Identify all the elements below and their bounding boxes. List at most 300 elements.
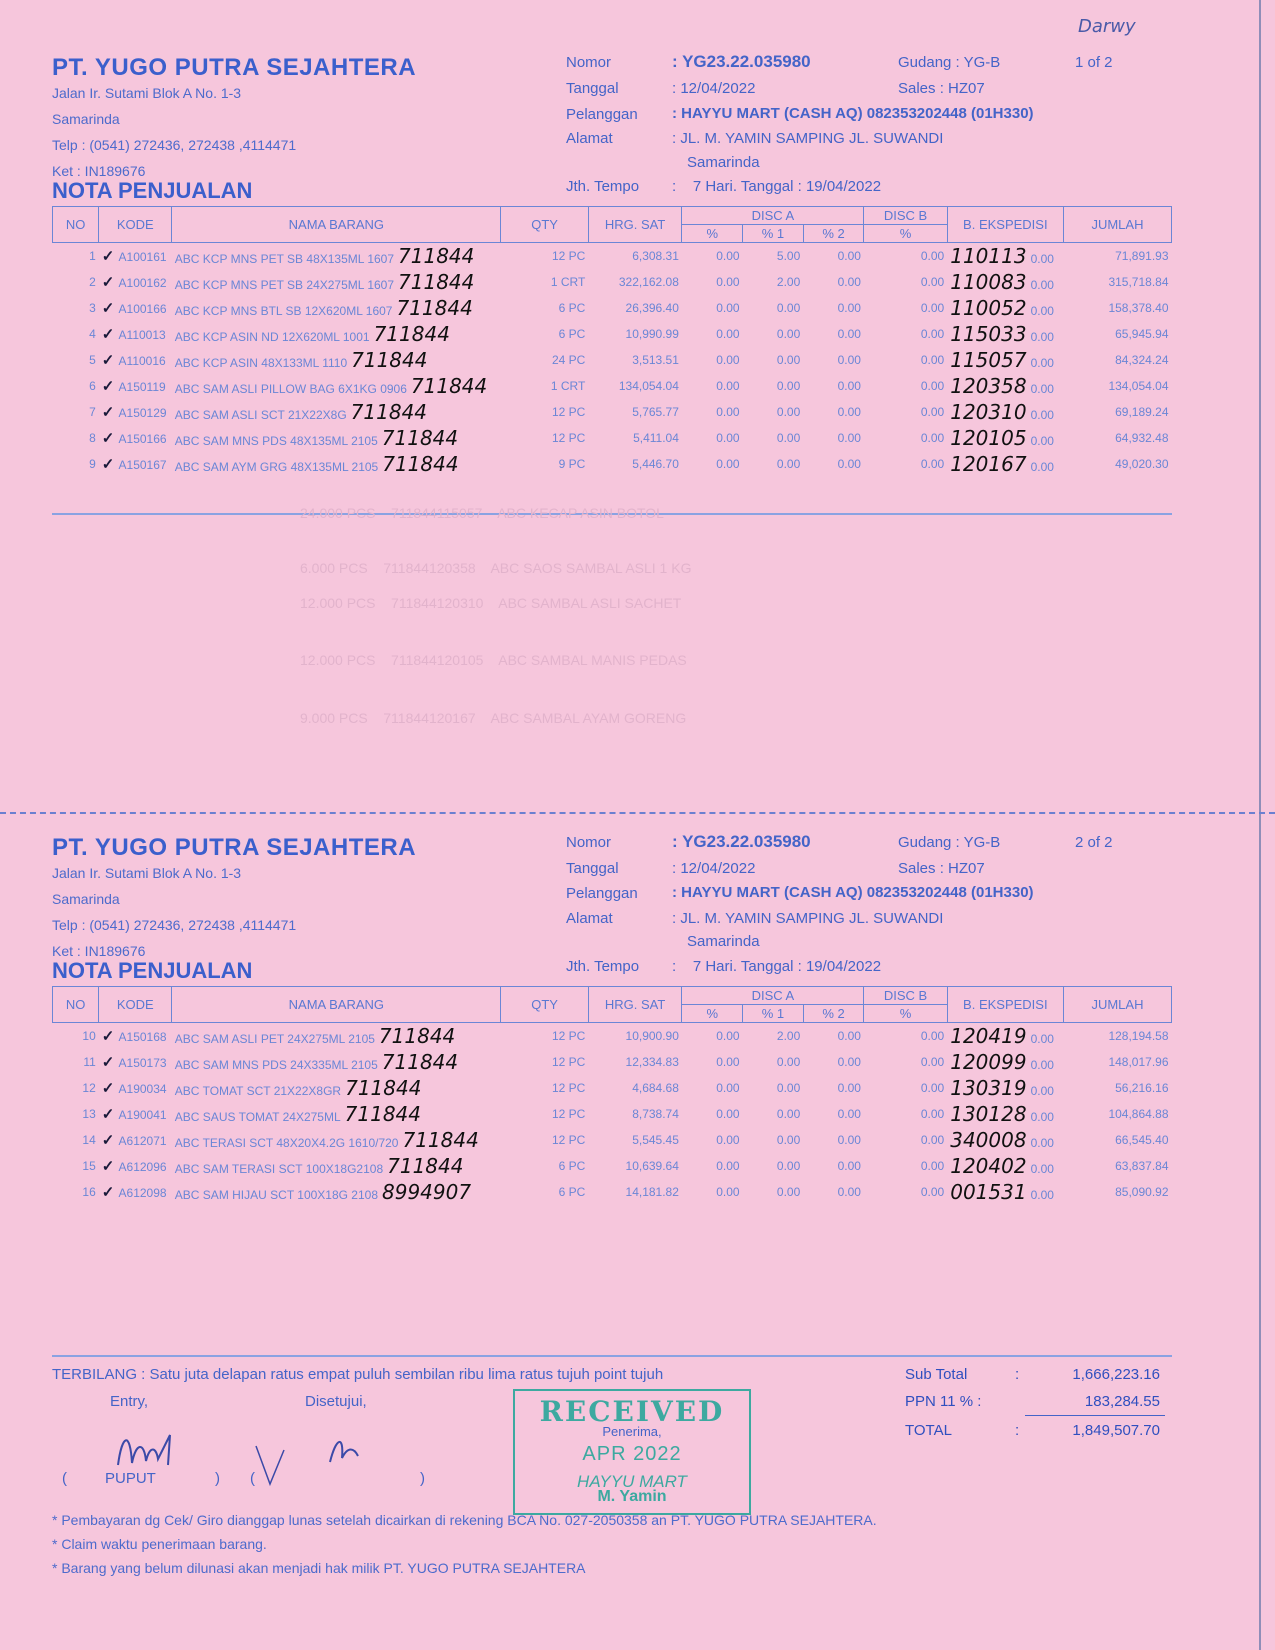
- cell-hrg: 8,738.74: [632, 1107, 679, 1121]
- bleed-through-text: 6.000 PCS 711844120358 ABC SAOS SAMBAL ASLI 1 KG: [300, 560, 692, 576]
- cell-jumlah: 134,054.04: [1108, 379, 1169, 393]
- terbilang: TERBILANG : Satu juta delapan ratus empat puluh sembilan ribu lima ratus tujuh point tujuh: [52, 1366, 664, 1383]
- cell-disc-a-pct2: 0.00: [837, 301, 861, 315]
- th-pct2: % 2: [803, 1005, 864, 1023]
- cell-no: 16: [82, 1185, 96, 1199]
- company-name: PT. YUGO PUTRA SEJAHTERA: [52, 834, 417, 861]
- check-mark-icon: ✓: [101, 274, 119, 291]
- cell-jumlah: 85,090.92: [1115, 1185, 1169, 1199]
- handwritten-code-right: 120358: [950, 374, 1027, 398]
- disc-b-text: 0.00: [920, 1081, 945, 1095]
- cell-kode: [99, 1075, 172, 1101]
- cell-disc-b: [864, 1049, 947, 1075]
- cell-disc-b: [864, 1153, 947, 1179]
- cell-kode: [99, 295, 172, 321]
- cell-qty: 9 PC: [558, 457, 586, 471]
- nama-text: ABC SAM HIJAU SCT 100X18G 2108: [174, 1188, 378, 1202]
- cell-disc-a-pct2: 0.00: [837, 1029, 861, 1043]
- cell-disc-a-pct1: 0.00: [776, 301, 801, 315]
- cell-disc-b: [864, 1101, 947, 1127]
- penerima-label: Penerima,: [602, 1424, 662, 1439]
- pelanggan-value: : HAYYU MART (CASH AQ) 082353202448 (01H330): [672, 105, 1034, 122]
- table-row: [53, 1023, 1172, 1050]
- gudang: Gudang : YG-B: [898, 54, 1001, 71]
- nama-text: ABC SAM AYM GRG 48X135ML 2105: [174, 460, 379, 474]
- check-mark-icon: ✓: [101, 326, 119, 343]
- table-row: [53, 451, 1172, 477]
- cell-hrg: 5,446.70: [632, 457, 679, 471]
- kode-text: A100162: [118, 276, 167, 290]
- nama-text: ABC KCP ASIN ND 12X620ML 1001: [174, 330, 370, 344]
- cell-disc-a-pct1: 0.00: [776, 457, 801, 471]
- cell-disc-a-pct2: 0.00: [837, 1159, 861, 1173]
- kode-text: A190041: [118, 1108, 167, 1122]
- th-ekspedisi: B. EKSPEDISI: [947, 987, 1063, 1023]
- check-mark-icon: ✓: [101, 456, 119, 473]
- note-payment: * Pembayaran dg Cek/ Giro dianggap lunas setelah dicairkan di rekening BCA No. 027-2050358 an PT. YUGO PUTRA SEJAHTERA.: [52, 1512, 877, 1528]
- cell-nama: [172, 1101, 501, 1127]
- cell-disc-a-pct: 0.00: [716, 1055, 740, 1069]
- cell-disc-a-pct: 0.00: [716, 1185, 740, 1199]
- th-no: NO: [53, 207, 99, 243]
- handwritten-code: 711844: [373, 322, 450, 346]
- cell-no: 4: [89, 327, 96, 341]
- tempo-text: 7 Hari. Tanggal : 19/04/2022: [692, 958, 882, 975]
- cell-no: 3: [89, 301, 96, 315]
- cell-qty: 1 CRT: [550, 275, 586, 289]
- cell-disc-a-pct: 0.00: [716, 249, 740, 263]
- cell-kode: [99, 269, 172, 295]
- cell-qty: 12 PC: [551, 1029, 586, 1043]
- items-body-page-2: [53, 1023, 1172, 1206]
- nama-text: ABC KCP MNS PET SB 24X275ML 1607: [174, 278, 395, 292]
- company-name: PT. YUGO PUTRA SEJAHTERA: [52, 54, 417, 81]
- cell-disc-b: [864, 1075, 947, 1101]
- cell-no: 6: [89, 379, 96, 393]
- cell-disc-a-pct2: 0.00: [837, 1081, 861, 1095]
- nama-text: ABC SAM MNS PDS 24X335ML 2105: [174, 1058, 378, 1072]
- cell-kode: [99, 1101, 172, 1127]
- paren-close: ): [215, 1470, 220, 1487]
- nama-text: ABC KCP MNS PET SB 48X135ML 1607: [174, 252, 395, 266]
- disc-b-text: 0.00: [920, 1055, 945, 1069]
- kode-text: A150173: [118, 1056, 167, 1070]
- tanggal-text: 12/04/2022: [680, 860, 756, 877]
- ket-line: Ket : IN189676: [52, 943, 146, 959]
- handwritten-code: 8994907: [382, 1180, 472, 1204]
- cell-hrg: 6,308.31: [632, 249, 679, 263]
- cell-nama: [172, 1049, 501, 1075]
- cell-disc-a-pct2: 0.00: [837, 249, 861, 263]
- th-hrg: HRG. SAT: [588, 207, 682, 243]
- cell-ekspedisi: [947, 1179, 1063, 1205]
- cell-ekspedisi: [947, 1101, 1063, 1127]
- handwritten-code: 711844: [402, 1128, 479, 1152]
- cell-disc-a-pct2: 0.00: [837, 457, 861, 471]
- address-city: Samarinda: [52, 891, 120, 907]
- bleed-through-text: 24.000 PCS 711844115057 ABC KECAP ASIN BOTOL: [300, 505, 664, 521]
- nama-text: ABC TOMAT SCT 21X22X8GR: [174, 1084, 342, 1098]
- handwritten-code: 711844: [351, 348, 428, 372]
- handwritten-code-right: 110083: [950, 270, 1027, 294]
- disc-b-text: 0.00: [920, 1133, 945, 1147]
- handwritten-code-right: 110113: [950, 244, 1027, 268]
- ekspedisi-text: 0.00: [1030, 1162, 1054, 1176]
- cell-disc-a-pct1: 0.00: [776, 1081, 801, 1095]
- page-number: 1 of 2: [1075, 54, 1113, 71]
- cell-no: 8: [89, 431, 96, 445]
- entry-label: Entry,: [110, 1393, 149, 1410]
- cell-kode: [99, 399, 172, 425]
- kode-text: A150168: [118, 1030, 167, 1044]
- cell-kode: [99, 1179, 172, 1205]
- th-jumlah: JUMLAH: [1063, 987, 1171, 1023]
- ekspedisi-text: 0.00: [1030, 460, 1054, 474]
- th-disc-a: DISC A: [682, 207, 864, 225]
- table-row: [53, 1153, 1172, 1179]
- cell-hrg: 5,765.77: [632, 405, 679, 419]
- th-no: NO: [53, 987, 99, 1023]
- nomor-label: Nomor: [566, 834, 612, 851]
- cell-disc-a-pct1: 5.00: [776, 249, 801, 263]
- disc-b-text: 0.00: [920, 301, 945, 315]
- items-body-page-1: [53, 243, 1172, 478]
- table-row: [53, 425, 1172, 451]
- cell-disc-a-pct: 0.00: [716, 1159, 740, 1173]
- total-rule: [1025, 1415, 1165, 1416]
- nomor-text: YG23.22.035980: [682, 52, 811, 71]
- cell-ekspedisi: [947, 347, 1063, 373]
- nama-text: ABC SAM TERASI SCT 100X18G2108: [174, 1162, 384, 1176]
- ekspedisi-text: 0.00: [1030, 434, 1054, 448]
- cell-no: 10: [82, 1029, 96, 1043]
- cell-ekspedisi: [947, 1023, 1063, 1050]
- cell-disc-a-pct2: 0.00: [837, 431, 861, 445]
- bleed-through-text: 12.000 PCS 711844120105 ABC SAMBAL MANIS PEDAS: [300, 652, 687, 668]
- tanggal-value: : 12/04/2022: [672, 80, 756, 97]
- handwritten-code: 711844: [387, 1154, 464, 1178]
- handwritten-code-right: 120419: [950, 1024, 1027, 1048]
- pelanggan-value: : HAYYU MART (CASH AQ) 082353202448 (01H330): [672, 884, 1034, 901]
- th-kode: KODE: [99, 207, 172, 243]
- kode-text: A110016: [118, 354, 166, 368]
- stamp-store: HAYYU MART: [577, 1472, 687, 1491]
- nama-text: ABC SAM MNS PDS 48X135ML 2105: [174, 434, 378, 448]
- alamat-value: : JL. M. YAMIN SAMPING JL. SUWANDI: [672, 910, 944, 927]
- cell-no: 12: [82, 1081, 96, 1095]
- nomor-text: YG23.22.035980: [682, 832, 811, 851]
- cell-disc-a-pct2: 0.00: [837, 353, 861, 367]
- pelanggan-label: Pelanggan: [566, 885, 638, 902]
- cell-disc-a-pct: 0.00: [716, 1081, 740, 1095]
- handwritten-code: 711844: [344, 1102, 422, 1126]
- handwritten-code-right: 120099: [950, 1050, 1027, 1074]
- cell-ekspedisi: [947, 399, 1063, 425]
- cell-disc-a-pct2: 0.00: [837, 405, 861, 419]
- cell-disc-a-pct2: 0.00: [837, 1185, 861, 1199]
- check-mark-icon: ✓: [101, 1028, 119, 1045]
- handwritten-code-right: 120167: [950, 452, 1027, 476]
- disc-b-text: 0.00: [920, 1159, 945, 1173]
- handwritten-code: 711844: [381, 1050, 459, 1074]
- cell-jumlah: 84,324.24: [1115, 353, 1169, 367]
- cell-qty: 12 PC: [551, 249, 586, 263]
- tanggal-text: 12/04/2022: [680, 80, 756, 97]
- th-pct: %: [682, 225, 743, 243]
- cell-disc-a-pct2: 0.00: [837, 327, 861, 341]
- paren-open: (: [250, 1470, 255, 1487]
- handwritten-code: 711844: [350, 400, 428, 424]
- stamp-date: APR 2022: [582, 1443, 682, 1465]
- cell-disc-a-pct1: 0.00: [776, 379, 801, 393]
- approval-signature: [320, 1428, 370, 1468]
- handwritten-code: 711844: [410, 374, 488, 398]
- cell-no: 15: [82, 1159, 96, 1173]
- cell-qty: 12 PC: [551, 1133, 586, 1147]
- cell-hrg: 4,684.68: [632, 1081, 679, 1095]
- check-mark-icon: ✓: [101, 1054, 119, 1071]
- nama-text: ABC SAM ASLI PILLOW BAG 6X1KG 0906: [174, 382, 407, 396]
- nama-text: ABC KCP MNS BTL SB 12X620ML 1607: [174, 304, 393, 318]
- cell-jumlah: 66,545.40: [1115, 1133, 1169, 1147]
- table-row: [53, 373, 1172, 399]
- nama-text: ABC SAUS TOMAT 24X275ML: [174, 1110, 341, 1124]
- check-mark-icon: ✓: [101, 1184, 119, 1201]
- cell-qty: 6 PC: [558, 1185, 586, 1199]
- cell-hrg: 5,411.04: [633, 431, 679, 445]
- kode-text: A100166: [118, 302, 167, 316]
- nomor-value: : YG23.22.035980: [672, 832, 811, 851]
- kode-text: A150129: [118, 406, 167, 420]
- ekspedisi-text: 0.00: [1030, 408, 1054, 422]
- th-kode: KODE: [99, 987, 172, 1023]
- cell-disc-a-pct1: 0.00: [776, 405, 801, 419]
- cell-nama: [172, 347, 501, 373]
- cell-kode: [99, 1127, 172, 1153]
- cell-jumlah: 49,020.30: [1115, 457, 1169, 471]
- cell-no: 11: [83, 1055, 96, 1069]
- corner-note: Darwy: [1078, 16, 1136, 37]
- alamat-value: : JL. M. YAMIN SAMPING JL. SUWANDI: [672, 130, 944, 147]
- ekspedisi-text: 0.00: [1030, 1136, 1054, 1150]
- cell-nama: [172, 243, 501, 270]
- page-number: 2 of 2: [1075, 834, 1113, 851]
- cell-qty: 6 PC: [558, 1159, 586, 1173]
- handwritten-code: 711844: [381, 426, 459, 450]
- alamat-label: Alamat: [566, 910, 613, 927]
- paraf-mark: [250, 1440, 290, 1490]
- tempo-label: Jth. Tempo: [566, 178, 640, 195]
- disc-b-text: 0.00: [920, 457, 945, 471]
- cell-jumlah: 64,932.48: [1115, 431, 1169, 445]
- tanggal-value: : 12/04/2022: [672, 860, 756, 877]
- cell-ekspedisi: [947, 425, 1063, 451]
- disc-b-text: 0.00: [920, 379, 945, 393]
- cell-ekspedisi: [947, 295, 1063, 321]
- cell-disc-a-pct: 0.00: [716, 405, 740, 419]
- subtotal-label: Sub Total: [905, 1366, 968, 1383]
- check-mark-icon: ✓: [101, 404, 119, 421]
- cell-nama: [172, 425, 501, 451]
- received-stamp: [513, 1389, 751, 1515]
- cell-nama: [172, 321, 501, 347]
- ekspedisi-text: 0.00: [1030, 1084, 1054, 1098]
- cell-hrg: 10,900.90: [625, 1029, 679, 1043]
- cell-ekspedisi: [947, 1127, 1063, 1153]
- handwritten-code-right: 340008: [950, 1128, 1027, 1152]
- ekspedisi-text: 0.00: [1030, 1032, 1054, 1046]
- cell-nama: [172, 1179, 501, 1205]
- subtotal-value: 1,666,223.16: [1072, 1366, 1160, 1383]
- check-mark-icon: ✓: [101, 248, 119, 265]
- cell-nama: [172, 451, 501, 477]
- th-pct-b: %: [864, 1005, 947, 1023]
- doc-title: NOTA PENJUALAN: [52, 958, 253, 983]
- alamat-label: Alamat: [566, 130, 613, 147]
- cell-disc-a-pct1: 0.00: [776, 1159, 801, 1173]
- stamp-person: M. Yamin: [597, 1488, 667, 1505]
- handwritten-code: 711844: [398, 270, 475, 294]
- cell-disc-a-pct1: 0.00: [776, 1107, 801, 1121]
- subtotal-colon: :: [1015, 1366, 1020, 1383]
- cell-no: 1: [89, 249, 96, 263]
- items-table: [52, 986, 1172, 1205]
- cell-hrg: 26,396.40: [625, 301, 679, 315]
- cell-disc-b: [864, 269, 947, 295]
- paren-close: ): [420, 1470, 425, 1487]
- cell-ekspedisi: [947, 243, 1063, 270]
- alamat-text: JL. M. YAMIN SAMPING JL. SUWANDI: [680, 910, 944, 927]
- cell-qty: 24 PC: [551, 353, 586, 367]
- cell-hrg: 10,990.99: [625, 327, 679, 341]
- ket-line: Ket : IN189676: [52, 163, 146, 179]
- pelanggan-text: HAYYU MART (CASH AQ) 082353202448 (01H330): [681, 884, 1034, 901]
- cell-disc-a-pct2: 0.00: [837, 275, 861, 289]
- company-address: [52, 860, 296, 964]
- kode-text: A110013: [118, 328, 166, 342]
- cell-disc-a-pct1: 0.00: [776, 1055, 801, 1069]
- cell-no: 14: [82, 1133, 96, 1147]
- th-nama: NAMA BARANG: [172, 207, 501, 243]
- nama-text: ABC SAM ASLI PET 24X275ML 2105: [174, 1032, 375, 1046]
- tempo-value: : 7 Hari. Tanggal : 19/04/2022: [672, 178, 882, 195]
- cell-disc-b: [864, 1023, 947, 1050]
- cell-nama: [172, 373, 501, 399]
- cell-ekspedisi: [947, 269, 1063, 295]
- cell-kode: [99, 243, 172, 270]
- table-row: [53, 347, 1172, 373]
- cell-disc-b: [864, 425, 947, 451]
- cell-kode: [99, 347, 172, 373]
- check-mark-icon: ✓: [101, 378, 119, 395]
- gudang: Gudang : YG-B: [898, 834, 1001, 851]
- disetujui-label: Disetujui,: [305, 1393, 367, 1410]
- check-mark-icon: ✓: [101, 1132, 119, 1149]
- cell-nama: [172, 1023, 501, 1050]
- address-city: Samarinda: [52, 111, 120, 127]
- nama-text: ABC KCP ASIN 48X133ML 1110: [174, 356, 348, 370]
- handwritten-code-right: 120402: [950, 1154, 1027, 1178]
- kode-text: A190034: [118, 1082, 167, 1096]
- cell-disc-a-pct1: 2.00: [776, 275, 801, 289]
- company-phone: Telp : (0541) 272436, 272438 ,4114471: [52, 137, 297, 153]
- cell-disc-b: [864, 347, 947, 373]
- th-nama: NAMA BARANG: [172, 987, 501, 1023]
- nama-text: ABC SAM ASLI SCT 21X22X8G: [174, 408, 347, 422]
- kode-text: A612071: [118, 1134, 167, 1148]
- cell-disc-a-pct: 0.00: [716, 301, 740, 315]
- cell-no: 13: [82, 1107, 96, 1121]
- entry-name: PUPUT: [105, 1470, 156, 1487]
- sales: Sales : HZ07: [898, 80, 985, 97]
- note-claim: * Claim waktu penerimaan barang.: [52, 1536, 267, 1552]
- th-disc-b: DISC B: [864, 207, 947, 225]
- handwritten-code-right: 130128: [950, 1102, 1027, 1126]
- cell-disc-a-pct2: 0.00: [837, 379, 861, 393]
- cell-disc-a-pct1: 0.00: [776, 353, 801, 367]
- disc-b-text: 0.00: [920, 431, 945, 445]
- th-pct1: % 1: [743, 225, 804, 243]
- cell-disc-b: [864, 1179, 947, 1205]
- cell-qty: 1 CRT: [550, 379, 586, 393]
- total-label: TOTAL: [905, 1422, 952, 1439]
- cell-jumlah: 71,891.93: [1115, 249, 1169, 263]
- cell-disc-a-pct2: 0.00: [837, 1133, 861, 1147]
- company-phone: Telp : (0541) 272436, 272438 ,4114471: [52, 917, 297, 933]
- ekspedisi-text: 0.00: [1030, 1058, 1054, 1072]
- invoice-page-1: [0, 0, 1275, 815]
- cell-disc-b: [864, 1127, 947, 1153]
- disc-b-text: 0.00: [920, 275, 945, 289]
- pelanggan-text: HAYYU MART (CASH AQ) 082353202448 (01H330): [681, 105, 1034, 122]
- handwritten-code-right: 001531: [950, 1180, 1027, 1204]
- address-line: Jalan Ir. Sutami Blok A No. 1-3: [52, 865, 242, 881]
- disc-b-text: 0.00: [920, 353, 945, 367]
- cell-disc-b: [864, 321, 947, 347]
- cell-ekspedisi: [947, 321, 1063, 347]
- footer-top-rule: [52, 1355, 1172, 1357]
- bleed-through-text: 12.000 PCS 711844120310 ABC SAMBAL ASLI SACHET: [300, 595, 682, 611]
- cell-hrg: 3,513.51: [632, 353, 679, 367]
- nama-text: ABC TERASI SCT 48X20X4.2G 1610/720: [174, 1136, 399, 1150]
- cell-hrg: 14,181.82: [625, 1185, 679, 1199]
- disc-b-text: 0.00: [920, 327, 945, 341]
- th-jumlah: JUMLAH: [1063, 207, 1171, 243]
- handwritten-code-right: 120105: [950, 426, 1027, 450]
- table-row: [53, 1179, 1172, 1205]
- cell-nama: [172, 1075, 501, 1101]
- cell-hrg: 322,162.08: [618, 275, 679, 289]
- cell-no: 2: [89, 275, 96, 289]
- cell-nama: [172, 399, 501, 425]
- th-hrg: HRG. SAT: [588, 987, 682, 1023]
- check-mark-icon: ✓: [101, 1106, 119, 1123]
- sales: Sales : HZ07: [898, 860, 985, 877]
- cell-disc-a-pct: 0.00: [716, 275, 740, 289]
- cell-qty: 12 PC: [551, 431, 586, 445]
- pelanggan-label: Pelanggan: [566, 106, 638, 123]
- handwritten-code-right: 110052: [950, 296, 1027, 320]
- cell-disc-a-pct1: 0.00: [776, 1185, 801, 1199]
- th-disc-b: DISC B: [864, 987, 947, 1005]
- ekspedisi-text: 0.00: [1030, 278, 1054, 292]
- ekspedisi-text: 0.00: [1030, 252, 1054, 266]
- ekspedisi-text: 0.00: [1030, 1110, 1054, 1124]
- paren-open: (: [62, 1470, 67, 1487]
- cell-jumlah: 69,189.24: [1115, 405, 1169, 419]
- kode-text: A100161: [118, 250, 167, 264]
- cell-disc-a-pct: 0.00: [716, 1133, 740, 1147]
